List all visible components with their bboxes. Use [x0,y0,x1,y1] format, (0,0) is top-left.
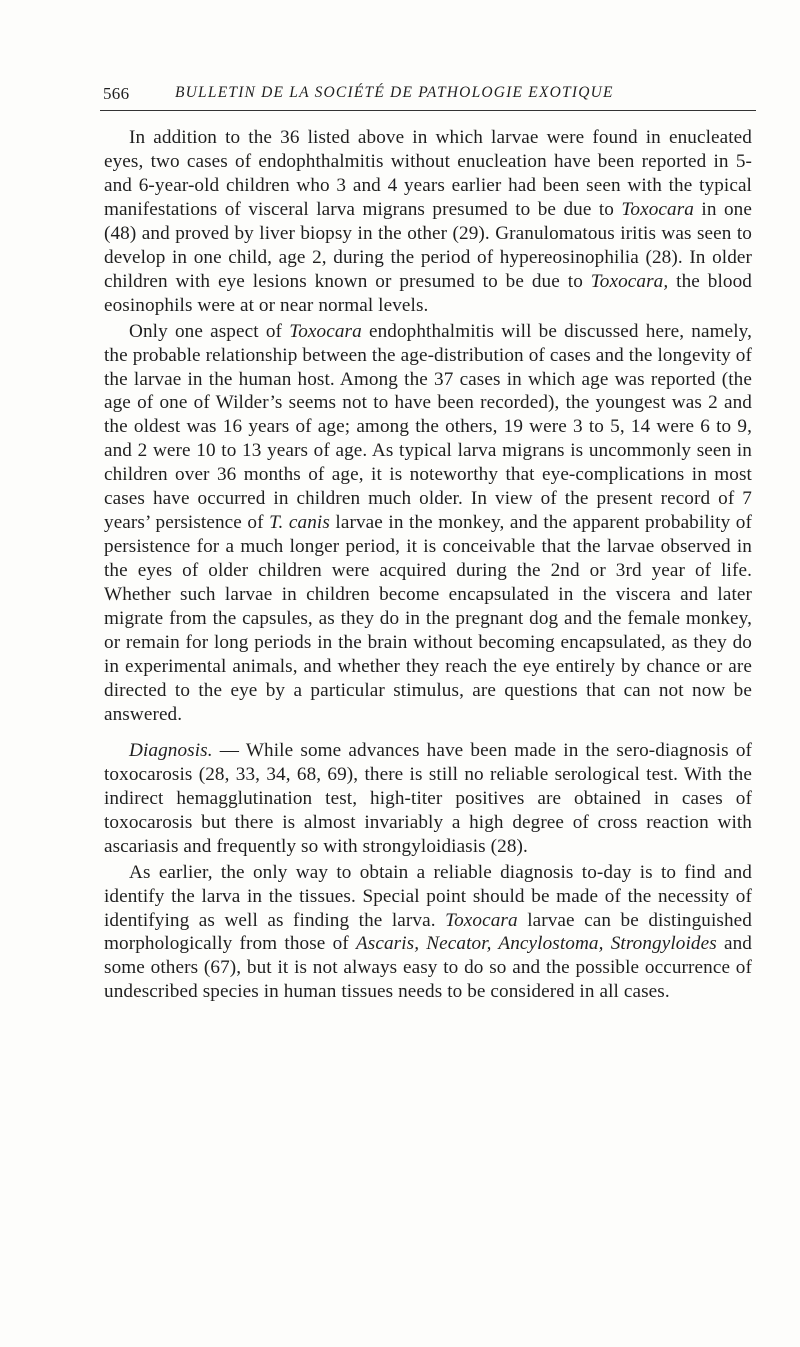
text-run: in one (48) and proved by liver biopsy in the other (29). Granulomatous iritis was seen to develop in one child, age 2, during the period of hypereosinophilia (28). In older children with eye lesions known or presumed to be due to [104,198,752,292]
running-head: BULLETIN DE LA SOCIÉTÉ DE PATHOLOGIE EXOTIQUE [175,84,614,101]
text-run: Only one aspect of [129,320,290,342]
text-run: and some others (67), but it is not always easy to do so and the possible occurrence of undescribed species in human tissues needs to be considered in all cases. [104,933,752,1003]
text-run: larvae can be distinguished morphologically from those of [104,909,752,955]
text-run: As earlier, the only way to obtain a reliable diagnosis to-day is to find and identify the larva in the tissues. Special point should be made of the necessity of identifying as well as finding the larva. [104,861,752,931]
paragraph-diagnosis [104,739,752,859]
text-run: the blood eosinophils were at or near normal levels. [104,270,752,316]
paragraph-age-distribution [104,320,752,727]
paragraph-identification [104,861,752,1005]
text-run: endophthalmitis will be discussed here, namely, the probable relationship between the age-distribution of cases and the longevity of the larvae in the human host. Among the 37 cases in which age was reported (the age of one of Wilder’s seems not to have been recorded), the youngest was 2 and the oldest was 16 years of age; among the others, 19 were 3 to 5, 14 were 6 to 9, and 2 were 10 to 13 years of age. As typical larva migrans is uncommonly seen in children over 36 months of age, it is noteworthy that eye-complications in most cases have occurred in children much older. In view of the present record of 7 years’ persistence of [104,320,752,534]
page-number: 566 [103,84,130,103]
page-header [100,84,756,111]
italic-run: Toxocara [621,198,695,220]
italic-run: Toxocara [445,909,518,931]
body-text [104,126,752,1004]
text-run: larvae in the monkey, and the apparent probability of persistence for a much longer period, it is conceivable that the larvae observed in the eyes of older children were acquired during the 2nd or 3rd year of life. Whether such larvae in children become encapsulated in the viscera and later migrate from the capsules, as they do in the pregnant dog and the female monkey, or remain for long periods in the brain without becoming encapsulated, as they do in experimental animals, and whether they reach the eye entirely by chance or are directed to the eye by a particular stimulus, are questions that can not now be answered. [104,512,752,725]
italic-run: Toxocara [289,320,362,342]
text-run: — While some advances have been made in the sero-diagnosis of toxocarosis (28, 33, 34, 68, 69), there is still no reliable serological test. With the indirect hemagglutination test, high-titer positives are obtained in cases of toxocarosis but there is almost invariably a high degree of cross reaction with ascariasis and frequently so with strongyloidiasis (28). [104,739,752,857]
italic-run: Ascaris, Necator, Ancylostoma, Strongyloides [355,933,717,955]
paragraph-endophthalmitis-cases [104,126,752,318]
text-run: In addition to the 36 listed above in which larvae were found in enucleated eyes, two cases of endophthalmitis without enucleation have been reported in 5- and 6-year-old children who 3 and 4 years earlier had been seen with the typical manifestations of visceral larva migrans presumed to be due to [104,127,752,220]
italic-run: Toxocara, [590,270,669,292]
section-heading-diagnosis: Diagnosis. [129,739,213,761]
italic-run: T. canis [269,512,330,534]
